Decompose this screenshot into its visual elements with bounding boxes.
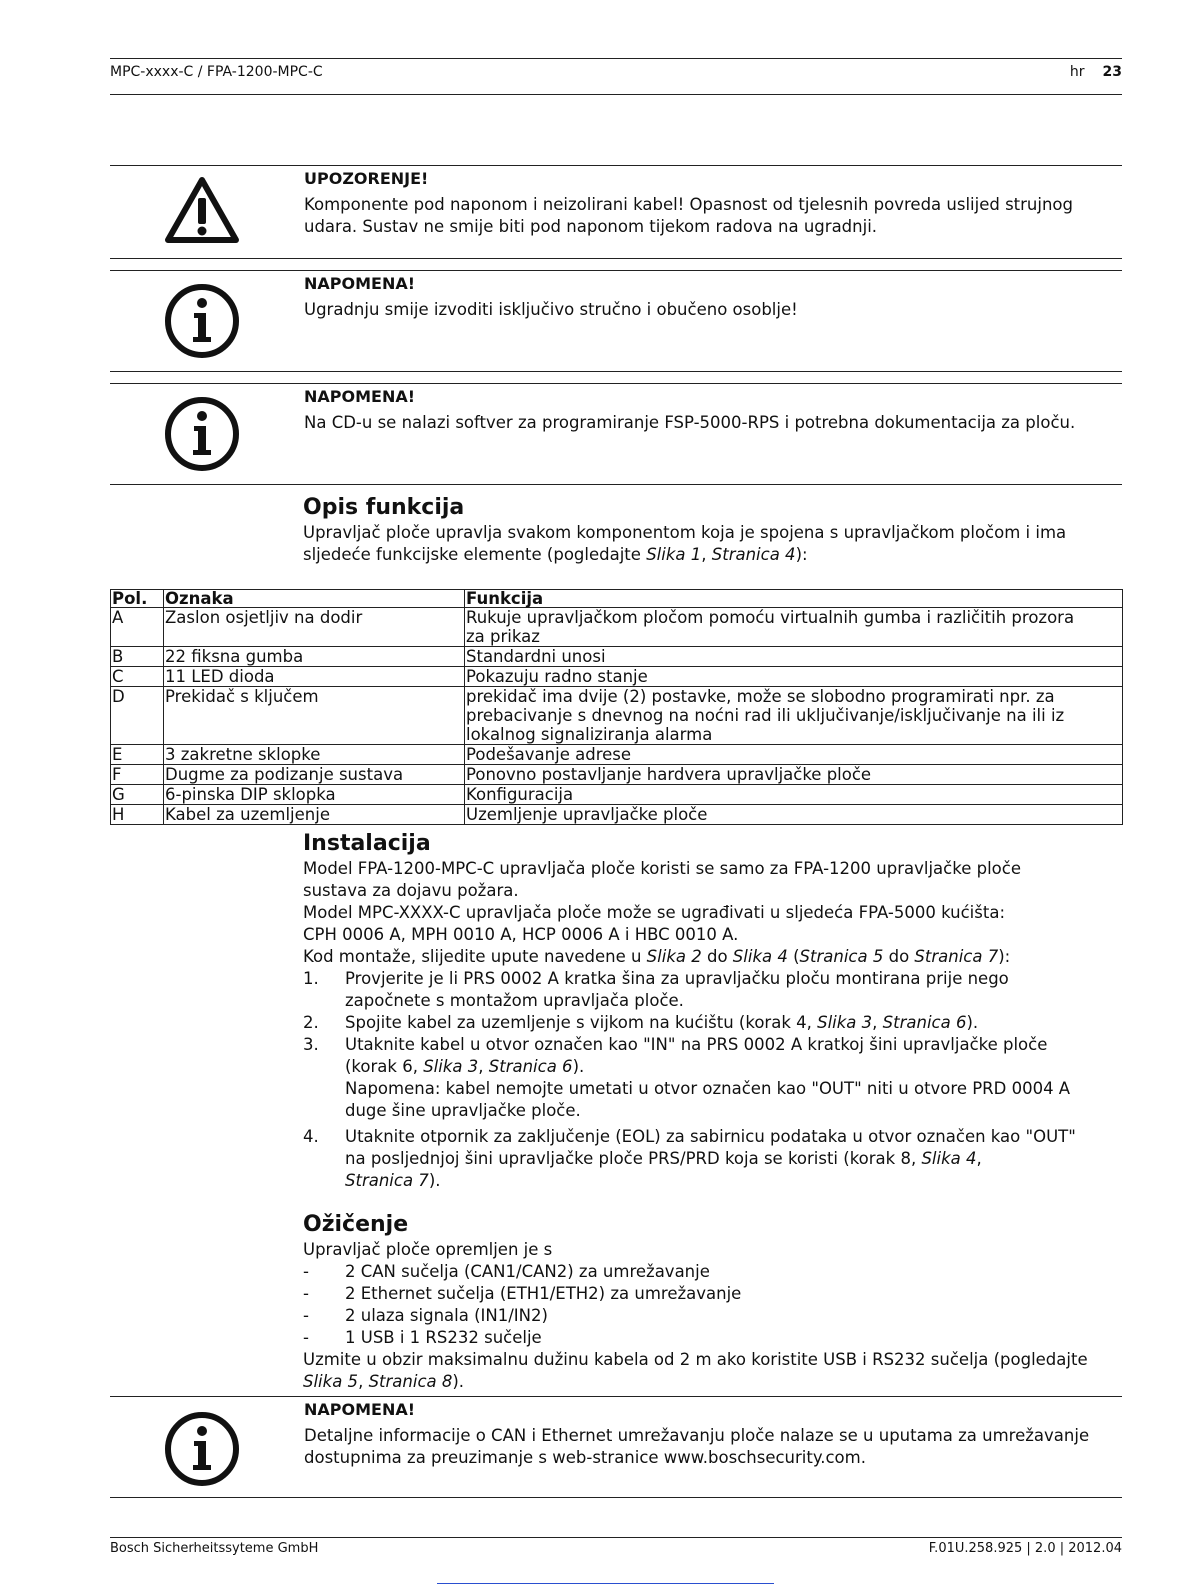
info-icon [162,281,242,365]
notice-line: Na CD-u se nalazi softver za programiranje FSP-5000-RPS i potrebna dokumentacija za ploču. [304,413,1076,432]
table-cell: Prekidač s ključem [164,687,465,745]
paragraph: Slika 5, Stranica 8). [303,1372,465,1391]
paragraph: sljedeće funkcijske elemente (pogledajte Slika 1, Stranica 4): [303,545,808,564]
table-row [111,647,1123,667]
cross-reference[interactable]: Stranica 5 [799,947,884,966]
section-heading: Ožičenje [303,1212,409,1237]
paragraph: Model FPA-1200-MPC-C upravljača ploče koristi se samo za FPA-1200 upravljačke ploče [303,859,1021,878]
table-cell: Ponovno postavljanje hardvera upravljačke ploče [465,765,1123,785]
page-number: 23 [1102,64,1122,80]
language-code: hr [1069,64,1085,80]
info-icon [162,1409,242,1493]
table-cell: A [111,608,164,647]
table-cell: prekidač ima dvije (2) postavke, može se slobodno programirati npr. za prebacivanje s dnevnog na noćni rad ili uključivanje/isključivanje na ili iz lokalnog signaliziranja alarma [465,687,1123,745]
table-row [111,785,1123,805]
table-cell: Podešavanje adrese [465,745,1123,765]
table-cell: Rukuje upravljačkom pločom pomoću virtualnih gumba i različitih prozora za prikaz [465,608,1123,647]
installation-steps [303,968,1124,1192]
cross-reference[interactable]: Stranica 4 [711,545,796,564]
column-header: Pol. [111,590,164,608]
cross-reference[interactable]: Stranica 7 [345,1171,429,1190]
cross-reference[interactable]: Slika 3 [817,1013,873,1032]
notice-title: NAPOMENA! [304,387,416,406]
notice-line: Ugradnju smije izvoditi isključivo stručno i obučeno osoblje! [304,300,798,319]
page-indicator [1070,64,1122,80]
notice-body [304,1425,1122,1469]
cross-reference[interactable]: Stranica 6 [488,1057,573,1076]
table-cell: 6-pinska DIP sklopka [164,785,465,805]
table-cell: Standardni unosi [465,647,1123,667]
info-notice [110,1396,1122,1498]
cross-reference[interactable]: Stranica 6 [882,1013,967,1032]
section-instalacija [303,830,1124,1192]
table-cell: Zaslon osjetljiv na dodir [164,608,465,647]
table-cell: F [111,765,164,785]
info-notice [110,270,1122,372]
list-item: - 2 CAN sučelja (CAN1/CAN2) za umrežavanje [303,1262,710,1281]
paragraph: CPH 0006 A, MPH 0010 A, HCP 0006 A i HBC 0010 A. [303,925,739,944]
section-heading: Instalacija [303,831,431,856]
cross-reference[interactable]: Slika 4 [732,947,788,966]
list-item: 3. Utaknite kabel u otvor označen kao "IN" na PRS 0002 A kratkoj šini upravljačke ploče (korak 6, Slika 3, Stranica 6). Napomena: kabel nemojte umetati u otvor označen kao "OUT" niti u otvore PRD 0004 A duge šine upravljačke ploče. [303,1035,1071,1120]
notice-title: UPOZORENJE! [304,169,429,188]
notice-body [304,412,1122,434]
table-cell: Kabel za uzemljenje [164,805,465,825]
warning-triangle-icon [162,174,242,250]
table-row [111,745,1123,765]
paragraph: Upravljač ploče opremljen je s [303,1240,553,1259]
footer-rule [110,1537,1122,1538]
table-cell: Konfiguracija [465,785,1123,805]
paragraph: Uzmite u obzir maksimalnu dužinu kabela od 2 m ako koristite USB i RS232 sučelja (pogledajte [303,1350,1088,1369]
header-top-rule [110,58,1122,59]
interface-list [303,1261,1124,1349]
header-bottom-rule [110,94,1122,95]
footer-doc-id: F.01U.258.925 | 2.0 | 2012.04 [928,1541,1122,1556]
cross-reference[interactable]: Stranica 7 [914,947,999,966]
table-row [111,805,1123,825]
notice-line: Komponente pod naponom i neizolirani kabel! Opasnost od tjelesnih povreda uslijed strujnog [304,195,1073,214]
list-item: 4. Utaknite otpornik za zaključenje (EOL) za sabirnicu podataka u otvor označen kao "OUT" na posljednjoj šini upravljačke ploče PRS/PRD koja se koristi (korak 8, Slika 4, Stranica 7). [303,1127,1076,1190]
table-cell: H [111,805,164,825]
list-item: - 1 USB i 1 RS232 sučelje [303,1328,542,1347]
list-item: - 2 ulaza signala (IN1/IN2) [303,1306,548,1325]
table-cell: 22 fiksna gumba [164,647,465,667]
document-title: MPC-xxxx-C / FPA-1200-MPC-C [110,64,323,80]
list-item: - 2 Ethernet sučelja (ETH1/ETH2) za umrežavanje [303,1284,742,1303]
table-cell: 11 LED dioda [164,667,465,687]
section-heading: Opis funkcija [303,495,465,520]
table-header-row [111,590,1123,608]
column-header: Oznaka [164,590,465,608]
table-row [111,687,1123,745]
cross-reference[interactable]: Slika 4 [921,1149,977,1168]
column-header: Funkcija [465,590,1123,608]
cross-reference[interactable]: Stranica 8 [368,1372,453,1391]
paragraph: Upravljač ploče upravlja svakom komponentom koja je spojena s upravljačkom pločom i ima [303,523,1067,542]
paragraph: Kod montaže, slijedite upute navedene u Slika 2 do Slika 4 (Stranica 5 do Stranica 7): [303,947,1011,966]
notice-title: NAPOMENA! [304,274,416,293]
table-cell: D [111,687,164,745]
table-cell: E [111,745,164,765]
section-ozicenje [303,1211,1124,1393]
table-cell: B [111,647,164,667]
list-item: 1. Provjerite je li PRS 0002 A kratka šina za upravljačku ploču montirana prije nego započnete s montažom upravljača ploče. [303,969,1009,1010]
notice-line: udara. Sustav ne smije biti pod naponom tijekom radova na ugradnji. [304,217,878,236]
paragraph: sustava za dojavu požara. [303,881,519,900]
notice-body [304,194,1122,238]
table-cell: C [111,667,164,687]
list-item: 2. Spojite kabel za uzemljenje s vijkom na kućištu (korak 4, Slika 3, Stranica 6). [303,1013,979,1032]
info-notice [110,383,1122,485]
footer-company: Bosch Sicherheitssyteme GmbH [110,1541,319,1556]
paragraph: Model MPC-XXXX-C upravljača ploče može se ugrađivati u sljedeća FPA-5000 kućišta: [303,903,1005,922]
table-row [111,608,1123,647]
table-cell: Pokazuju radno stanje [465,667,1123,687]
table-cell: Uzemljenje upravljačke ploče [465,805,1123,825]
warning-notice [110,165,1122,259]
table-cell: Dugme za podizanje sustava [164,765,465,785]
table-row [111,765,1123,785]
bottom-edge-link-line [437,1583,774,1584]
notice-title: NAPOMENA! [304,1400,416,1419]
cross-reference[interactable]: Slika 1 [646,545,702,564]
cross-reference[interactable]: Slika 5 [303,1372,359,1391]
notice-line: dostupnima za preuzimanje s web-stranice www.boschsecurity.com. [304,1448,866,1467]
cross-reference[interactable]: Slika 2 [646,947,702,966]
function-table [110,589,1123,825]
section-opis-funkcija [303,494,1124,566]
notice-line: Detaljne informacije o CAN i Ethernet umrežavanju ploče nalaze se u uputama za umrežavanje [304,1426,1090,1445]
notice-body [304,299,1122,321]
table-cell: G [111,785,164,805]
cross-reference[interactable]: Slika 3 [423,1057,479,1076]
table-row [111,667,1123,687]
table-cell: 3 zakretne sklopke [164,745,465,765]
info-icon [162,394,242,478]
